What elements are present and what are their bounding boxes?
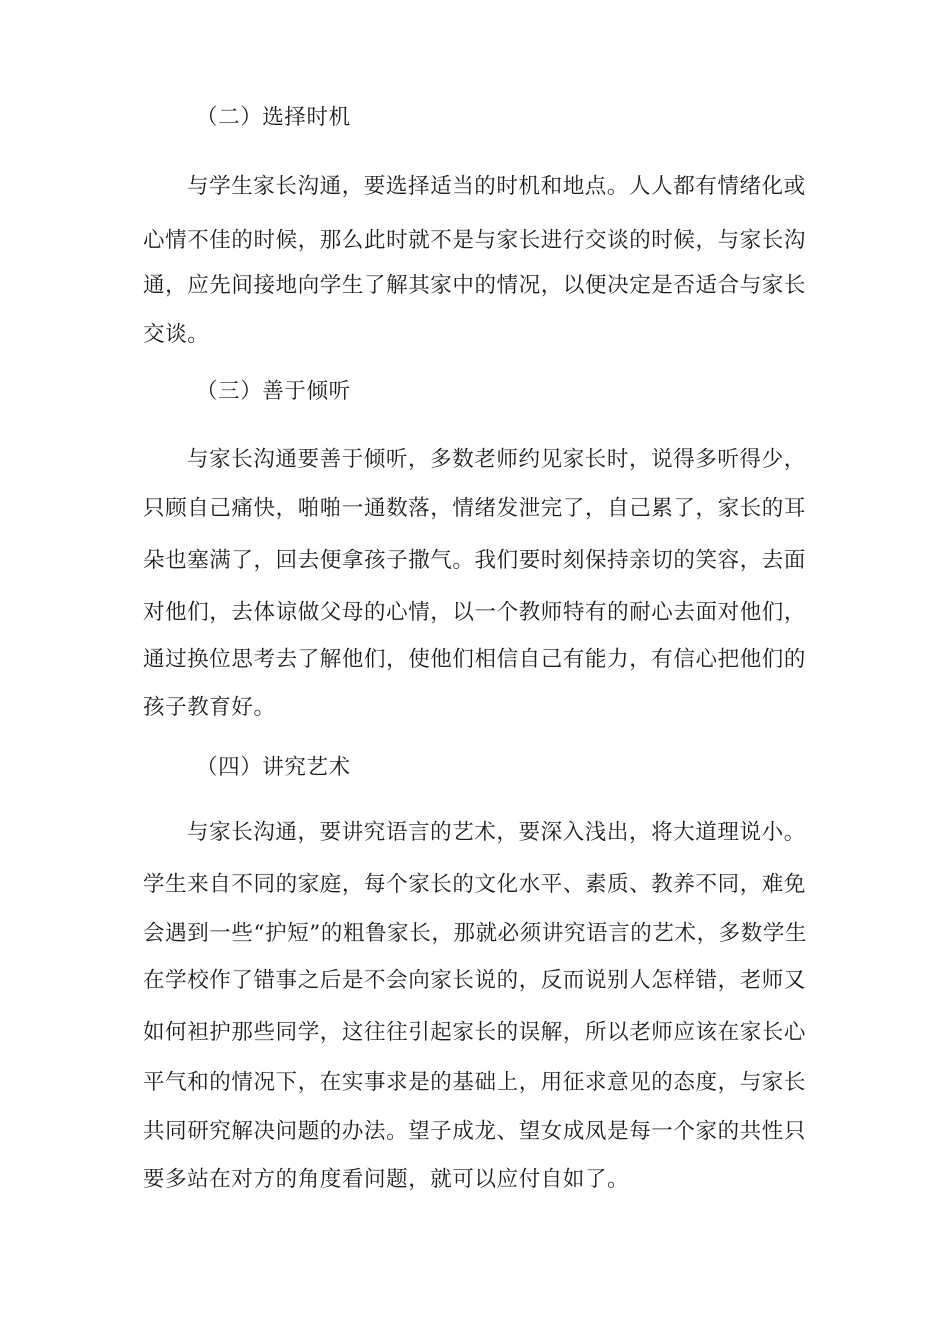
paragraph-line: 如何袒护那些同学，这往往引起家长的误解，所以老师应该在家长心 (143, 1020, 807, 1045)
section-heading-4: （四）讲究艺术 (196, 755, 351, 780)
paragraph-line: 朵也塞满了，回去便拿孩子撒气。我们要时刻保持亲切的笑容，去面 (143, 548, 807, 573)
paragraph-line: 与家长沟通要善于倾听，多数老师约见家长时，说得多听得少， (187, 447, 806, 472)
paragraph-line: 通，应先间接地向学生了解其家中的情况，以便决定是否适合与家长 (143, 273, 807, 298)
section-heading-2: （二）选择时机 (196, 105, 351, 130)
paragraph-line: 与学生家长沟通，要选择适当的时机和地点。人人都有情绪化或 (187, 174, 806, 199)
paragraph-line: 通过换位思考去了解他们，使他们相信自己有能力，有信心把他们的 (143, 647, 807, 672)
paragraph-line: 只顾自己痛快，啪啪一通数落，情绪发泄完了，自己累了，家长的耳 (143, 496, 807, 521)
paragraph-line: 要多站在对方的角度看问题，就可以应付自如了。 (143, 1167, 630, 1192)
paragraph-line: 交谈。 (143, 322, 210, 347)
paragraph-line: 共同研究解决问题的办法。望子成龙、望女成凤是每一个家的共性只 (143, 1119, 807, 1144)
section-heading-3: （三）善于倾听 (196, 379, 351, 404)
paragraph-line: 平气和的情况下，在实事求是的基础上，用征求意见的态度，与家长 (143, 1070, 807, 1095)
paragraph-line: 学生来自不同的家庭，每个家长的文化水平、素质、教养不同，难免 (143, 872, 807, 897)
paragraph-line: 会遇到一些“护短”的粗鲁家长，那就必须讲究语言的艺术，多数学生 (143, 921, 808, 946)
paragraph-line: 心情不佳的时候，那么此时就不是与家长进行交谈的时候，与家长沟 (143, 228, 807, 253)
paragraph-line: 在学校作了错事之后是不会向家长说的，反而说别人怎样错，老师又 (143, 968, 807, 993)
paragraph-line: 与家长沟通，要讲究语言的艺术，要深入浅出，将大道理说小。 (187, 820, 806, 845)
paragraph-line: 对他们，去体谅做父母的心情，以一个教师特有的耐心去面对他们， (143, 600, 807, 625)
paragraph-line: 孩子教育好。 (143, 695, 276, 720)
